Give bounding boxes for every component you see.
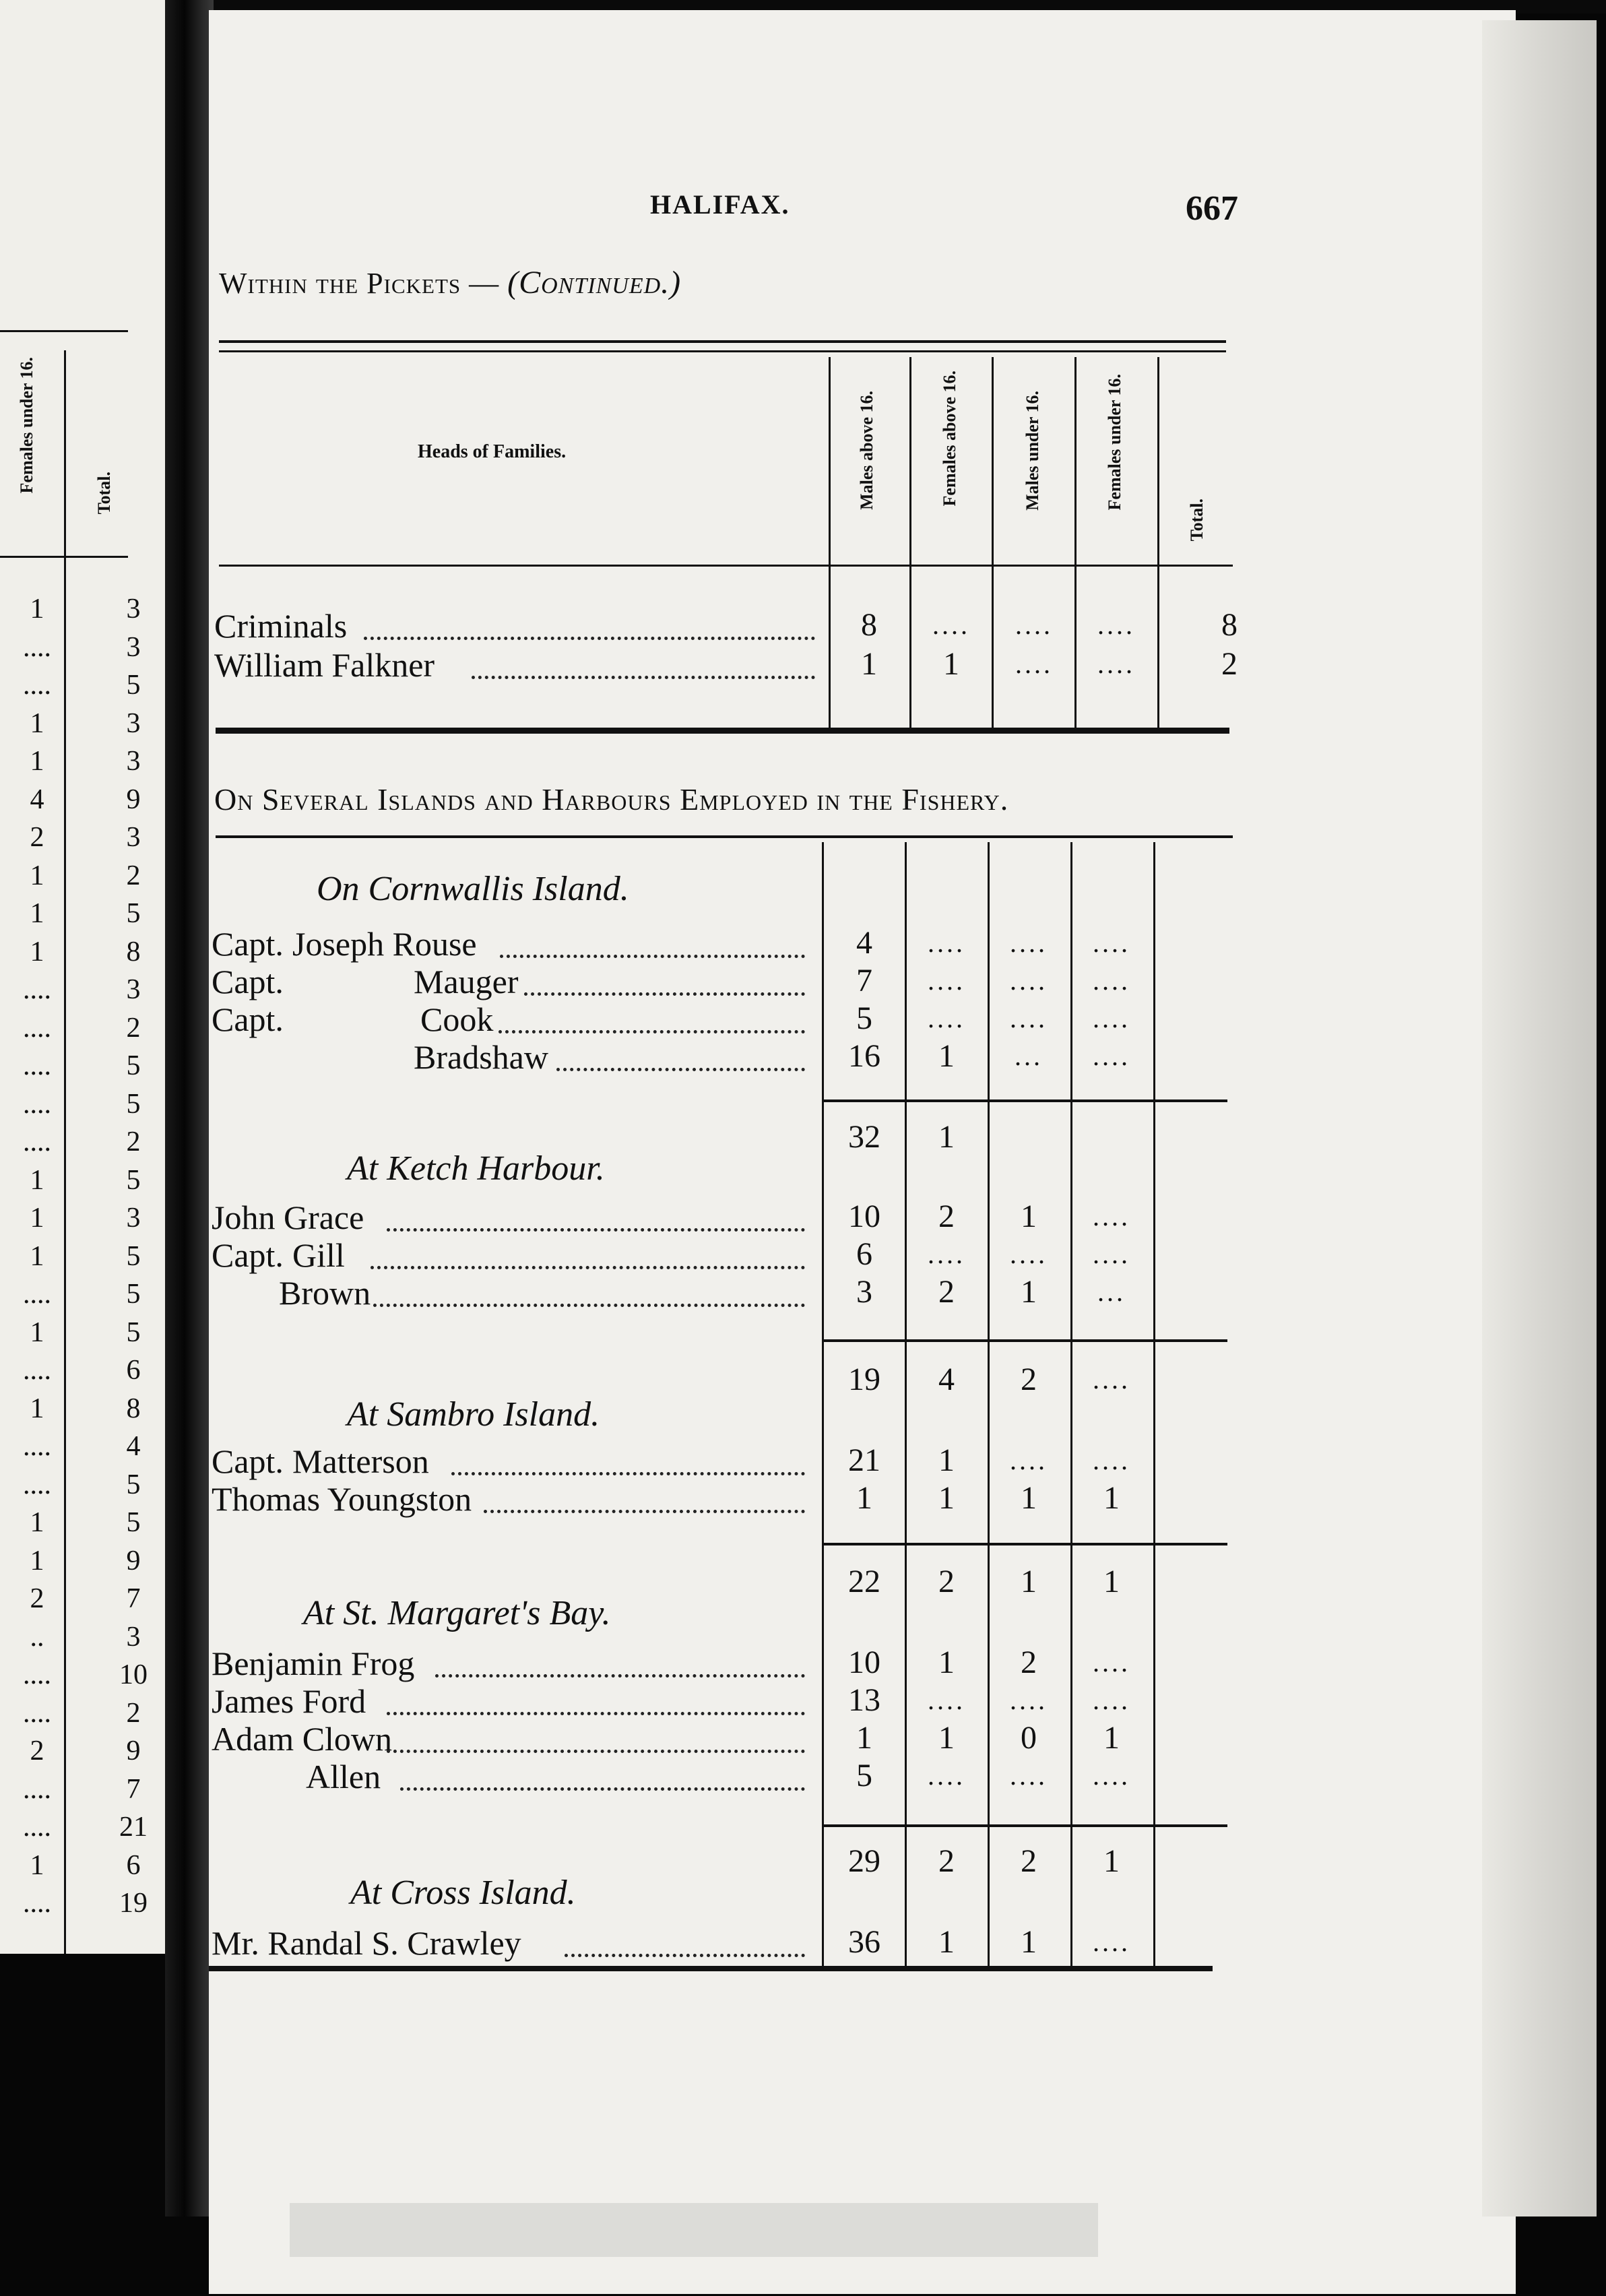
facing-cell-females: 2: [30, 1583, 44, 1614]
pickets-cell: 8: [861, 607, 877, 643]
facing-cell-females: ....: [23, 1012, 51, 1044]
fishery-cell: ....: [928, 1003, 965, 1033]
subtotal-cell: 1: [1021, 1564, 1037, 1599]
facing-cell-females: 1: [30, 1393, 44, 1424]
page-edge-shadow: [1482, 20, 1597, 2217]
row-name: Benjamin Frog: [212, 1645, 415, 1682]
row-name: Gill: [292, 1236, 345, 1274]
section-title: At Sambro Island.: [347, 1395, 600, 1434]
fishery-col-rule-3: [988, 842, 990, 1967]
pickets-title-text: Within the Pickets —: [219, 267, 500, 300]
facing-cell-total: 3: [126, 631, 141, 663]
facing-cell-total: 19: [119, 1888, 148, 1919]
fishery-cell: 21: [848, 1442, 880, 1478]
fishery-cell: ...: [1097, 1277, 1126, 1307]
fishery-cell: ....: [1010, 1685, 1048, 1715]
pickets-row-label: Criminals: [214, 607, 348, 645]
facing-col-total: Total.: [94, 472, 114, 515]
fishery-top-rule: [216, 835, 1233, 838]
pickets-bottom-rule: [216, 728, 1229, 734]
subtotal-cell: 2: [1021, 1843, 1037, 1879]
facing-cell-total: 10: [119, 1659, 148, 1690]
facing-cell-total: 3: [126, 1621, 141, 1653]
fishery-cell: 4: [856, 925, 872, 961]
facing-page-rule: [0, 330, 128, 332]
fishery-cell: ....: [1093, 1201, 1130, 1232]
subtotal-cell: 22: [848, 1564, 880, 1599]
fishery-cell: ....: [928, 1239, 965, 1269]
facing-cell-total: 3: [126, 707, 141, 739]
row-name: Mr. Randal S. Crawley: [212, 1924, 521, 1962]
fishery-cell: 2: [1021, 1645, 1037, 1680]
facing-cell-total: 5: [126, 1469, 141, 1500]
facing-cell-females: 1: [30, 936, 44, 967]
facing-cell-total: 6: [126, 1355, 141, 1386]
section-title: At Cross Island.: [350, 1874, 576, 1912]
fishery-cell: 6: [856, 1236, 872, 1272]
pickets-cell: 2: [1221, 646, 1238, 682]
page-number: 667: [1186, 189, 1238, 228]
facing-cell-females: 2: [30, 1735, 44, 1766]
leader-dots: [387, 1750, 805, 1753]
pickets-cell: ....: [1097, 610, 1135, 640]
leader-dots: [373, 1304, 805, 1307]
fishery-cell: ....: [928, 965, 965, 996]
fishery-cell: 10: [848, 1199, 880, 1234]
facing-cell-females: 1: [30, 746, 44, 777]
fishery-cell: ....: [1010, 1003, 1048, 1033]
col-rule-5: [1157, 357, 1159, 728]
leader-dots: [364, 637, 815, 640]
row-name: Thomas Youngston: [212, 1480, 472, 1518]
subtotal-cell: 2: [938, 1564, 955, 1599]
row-prefix: Capt.: [212, 1442, 284, 1480]
facing-cell-females: ....: [23, 1812, 51, 1843]
facing-page-column-rule: [64, 350, 66, 1954]
facing-cell-total: 2: [126, 1697, 141, 1729]
facing-cell-total: 8: [126, 1393, 141, 1424]
row-name: Brown: [279, 1274, 371, 1312]
fishery-cell: 16: [848, 1038, 880, 1074]
facing-cell-females: ....: [23, 974, 51, 1005]
row-name: John Grace: [212, 1199, 364, 1236]
facing-cell-females: ....: [23, 1773, 51, 1805]
facing-col-females-under: Females under 16.: [17, 357, 36, 494]
fishery-cell: 2: [938, 1199, 955, 1234]
facing-cell-females: 2: [30, 822, 44, 853]
fishery-col-rule-5: [1153, 842, 1155, 1967]
facing-cell-total: 2: [126, 1012, 141, 1044]
pickets-cell: ....: [1015, 649, 1053, 679]
fishery-cell: 7: [856, 963, 872, 998]
leader-dots: [499, 1030, 805, 1033]
row-prefix: Capt.: [212, 1236, 284, 1274]
facing-cell-total: 9: [126, 1735, 141, 1766]
running-title: HALIFAX.: [650, 189, 790, 220]
fishery-cell: ....: [928, 1760, 965, 1791]
subtotal-cell: 19: [848, 1362, 880, 1397]
facing-cell-females: 1: [30, 860, 44, 891]
subtotal-cell: 1: [938, 1119, 955, 1155]
fishery-cell: 36: [848, 1924, 880, 1960]
pickets-cell: 1: [861, 646, 877, 682]
col-rule-3: [992, 357, 994, 728]
facing-cell-total: 5: [126, 1050, 141, 1081]
subtotal-cell: ....: [1093, 1364, 1130, 1395]
book-spine: [165, 0, 214, 2217]
fishery-cell: ....: [928, 1685, 965, 1715]
fishery-cell: 5: [856, 1000, 872, 1036]
facing-cell-total: 9: [126, 784, 141, 815]
fishery-cell: ....: [1093, 1239, 1130, 1269]
facing-cell-total: 9: [126, 1545, 141, 1576]
section-title: At St. Margaret's Bay.: [303, 1594, 611, 1632]
fishery-bottom-rule: [209, 1966, 1213, 1971]
pickets-cell: ....: [1097, 649, 1135, 679]
scan-bottom-strip: [290, 2203, 1098, 2257]
col-females-under: Females under 16.: [1105, 374, 1124, 511]
col-rule-1: [829, 357, 831, 728]
leader-dots: [371, 1266, 805, 1269]
subtotal-rule: [823, 1543, 1227, 1545]
pickets-row-label: William Falkner: [214, 646, 435, 684]
facing-cell-females: 1: [30, 1164, 44, 1196]
facing-cell-total: 6: [126, 1849, 141, 1881]
facing-page-header-rule: [0, 556, 128, 558]
fishery-cell: 10: [848, 1645, 880, 1680]
fishery-cell: ...: [1015, 1041, 1043, 1071]
facing-cell-females: ..: [30, 1621, 44, 1653]
facing-page: [0, 0, 165, 1954]
pickets-title-continued: (Continued.): [507, 265, 682, 300]
facing-cell-total: 5: [126, 1316, 141, 1348]
facing-cell-total: 7: [126, 1583, 141, 1614]
leader-dots: [524, 992, 805, 996]
facing-cell-total: 8: [126, 936, 141, 967]
facing-cell-females: 1: [30, 1849, 44, 1881]
facing-cell-total: 5: [126, 670, 141, 701]
fishery-cell: ....: [1093, 1647, 1130, 1678]
facing-cell-total: 3: [126, 1203, 141, 1234]
subtotal-rule: [823, 1339, 1227, 1342]
facing-cell-total: 5: [126, 1240, 141, 1272]
row-prefix: Capt.: [212, 1000, 284, 1038]
subtotal-cell: 2: [938, 1843, 955, 1879]
col-males-under: Males under 16.: [1023, 391, 1042, 511]
fishery-cell: 2: [938, 1274, 955, 1310]
facing-cell-females: ....: [23, 1279, 51, 1310]
row-name: Cook: [420, 1000, 494, 1038]
fishery-cell: 1: [938, 1442, 955, 1478]
leader-dots: [435, 1674, 805, 1678]
facing-cell-females: 1: [30, 1203, 44, 1234]
facing-cell-females: ....: [23, 1050, 51, 1081]
col-rule-2: [909, 357, 911, 728]
facing-cell-total: 3: [126, 746, 141, 777]
fishery-cell: 1: [938, 1480, 955, 1516]
fishery-cell: 1: [856, 1720, 872, 1756]
col-females-above: Females above 16.: [940, 371, 959, 507]
col-rule-4: [1074, 357, 1077, 728]
fishery-cell: 0: [1021, 1720, 1037, 1756]
facing-cell-total: 3: [126, 822, 141, 853]
fishery-col-rule-1: [822, 842, 824, 1967]
col-heads-of-families: Heads of Families.: [418, 441, 567, 462]
facing-cell-females: 1: [30, 1240, 44, 1272]
fishery-cell: 1: [1021, 1924, 1037, 1960]
row-prefix: Capt.: [212, 963, 284, 1000]
pickets-cell: ....: [1015, 610, 1053, 640]
row-name: Allen: [306, 1758, 381, 1795]
facing-cell-females: ....: [23, 631, 51, 663]
fishery-cell: ....: [1093, 1685, 1130, 1715]
facing-cell-females: ....: [23, 670, 51, 701]
subtotal-cell: 1: [1103, 1843, 1120, 1879]
facing-cell-total: 7: [126, 1773, 141, 1805]
subtotal-cell: 4: [938, 1362, 955, 1397]
facing-cell-females: ....: [23, 1659, 51, 1690]
facing-cell-females: 1: [30, 1545, 44, 1576]
table-top-rule-2: [219, 350, 1226, 352]
fishery-cell: ....: [1093, 928, 1130, 958]
leader-dots: [556, 1068, 805, 1071]
fishery-cell: ....: [1093, 1927, 1130, 1957]
row-name: Mauger: [414, 963, 519, 1000]
col-males-above: Males above 16.: [857, 391, 876, 510]
row-name: Joseph Rouse: [292, 925, 477, 963]
row-prefix: Capt.: [212, 925, 284, 963]
facing-cell-total: 3: [126, 974, 141, 1005]
fishery-cell: ....: [1010, 1445, 1048, 1475]
table-top-rule: [219, 340, 1226, 343]
fishery-cell: 1: [1021, 1199, 1037, 1234]
facing-cell-total: 21: [119, 1812, 148, 1843]
fishery-cell: 1: [1021, 1480, 1037, 1516]
row-name: James Ford: [212, 1682, 366, 1720]
fishery-cell: ....: [1010, 1239, 1048, 1269]
facing-cell-total: 5: [126, 1279, 141, 1310]
leader-dots: [387, 1228, 805, 1232]
facing-cell-total: 2: [126, 1126, 141, 1157]
fishery-cell: 1: [938, 1720, 955, 1756]
facing-cell-total: 3: [126, 594, 141, 625]
fishery-col-rule-2: [905, 842, 907, 1967]
facing-cell-total: 5: [126, 1164, 141, 1196]
fishery-cell: ....: [1093, 1041, 1130, 1071]
fishery-cell: 1: [938, 1645, 955, 1680]
section-title: At Ketch Harbour.: [347, 1149, 605, 1188]
subtotal-rule: [823, 1099, 1227, 1102]
fishery-cell: ....: [1093, 1760, 1130, 1791]
section-title: On Cornwallis Island.: [317, 870, 629, 908]
col-total: Total.: [1187, 499, 1207, 542]
leader-dots: [565, 1954, 805, 1957]
fishery-cell: 3: [856, 1274, 872, 1310]
leader-dots: [484, 1510, 805, 1513]
facing-cell-females: ....: [23, 1126, 51, 1157]
table-header-rule: [219, 565, 1233, 567]
facing-cell-females: ....: [23, 1431, 51, 1462]
pickets-cell: ....: [932, 610, 970, 640]
facing-cell-females: ....: [23, 1469, 51, 1500]
pickets-title: [219, 264, 681, 301]
facing-cell-females: 1: [30, 594, 44, 625]
fishery-col-rule-4: [1070, 842, 1072, 1967]
facing-cell-females: 1: [30, 707, 44, 739]
facing-cell-females: ....: [23, 1888, 51, 1919]
fishery-cell: 1: [1021, 1274, 1037, 1310]
facing-cell-females: 4: [30, 784, 44, 815]
fishery-cell: ....: [1093, 965, 1130, 996]
row-name: Bradshaw: [414, 1038, 548, 1076]
fishery-cell: ....: [1093, 1445, 1130, 1475]
fishery-cell: ....: [1010, 965, 1048, 996]
fishery-title: On Several Islands and Harbours Employed in the Fishery.: [214, 782, 1009, 817]
facing-cell-total: 5: [126, 1507, 141, 1538]
pickets-cell: 8: [1221, 607, 1238, 643]
facing-cell-females: ....: [23, 1088, 51, 1120]
leader-dots: [451, 1472, 805, 1475]
fishery-cell: 1: [856, 1480, 872, 1516]
leader-dots: [400, 1787, 805, 1791]
fishery-cell: 13: [848, 1682, 880, 1718]
facing-cell-females: 1: [30, 1507, 44, 1538]
row-name: Adam Clown: [212, 1720, 393, 1758]
fishery-cell: ....: [1010, 1760, 1048, 1791]
facing-cell-total: 5: [126, 1088, 141, 1120]
leader-dots: [500, 955, 805, 958]
subtotal-rule: [823, 1824, 1227, 1827]
subtotal-cell: 2: [1021, 1362, 1037, 1397]
fishery-cell: 1: [1103, 1480, 1120, 1516]
leader-dots: [387, 1712, 805, 1715]
fishery-cell: ....: [1010, 928, 1048, 958]
facing-cell-total: 5: [126, 898, 141, 929]
pickets-cell: 1: [943, 646, 959, 682]
facing-cell-total: 2: [126, 860, 141, 891]
subtotal-cell: 32: [848, 1119, 880, 1155]
facing-cell-females: ....: [23, 1355, 51, 1386]
facing-cell-females: ....: [23, 1697, 51, 1729]
facing-cell-females: 1: [30, 1316, 44, 1348]
leader-dots: [472, 676, 815, 679]
fishery-cell: ....: [1093, 1003, 1130, 1033]
fishery-cell: 1: [938, 1038, 955, 1074]
subtotal-cell: 29: [848, 1843, 880, 1879]
fishery-cell: 1: [1103, 1720, 1120, 1756]
facing-cell-total: 4: [126, 1431, 141, 1462]
subtotal-cell: 1: [1103, 1564, 1120, 1599]
facing-cell-females: 1: [30, 898, 44, 929]
fishery-cell: ....: [928, 928, 965, 958]
fishery-cell: 5: [856, 1758, 872, 1793]
fishery-cell: 1: [938, 1924, 955, 1960]
row-name: Matterson: [292, 1442, 429, 1480]
